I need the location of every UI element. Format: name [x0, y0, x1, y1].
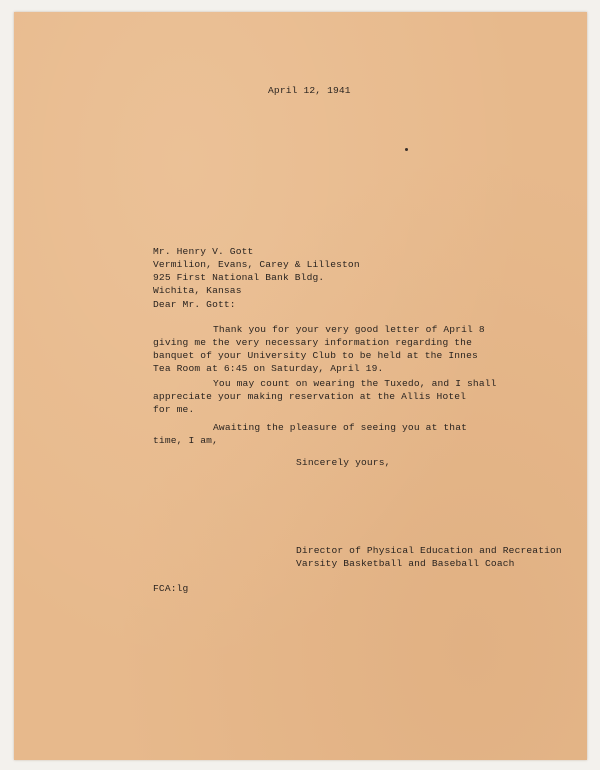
signature-block — [296, 544, 562, 570]
address-line: 925 First National Bank Bldg. — [153, 272, 325, 283]
paragraph-line: time, I am, — [153, 435, 218, 446]
paragraph-line: for me. — [153, 404, 195, 415]
paragraph-line: Thank you for your very good letter of April 8 — [213, 324, 485, 335]
salutation: Dear Mr. Gott: — [153, 299, 236, 310]
ink-speck — [405, 148, 408, 151]
paragraph-line: Tea Room at 6:45 on Saturday, April 19. — [153, 363, 384, 374]
paragraph-line: banquet of your University Club to be held at the Innes — [153, 350, 478, 361]
paragraph-line: giving me the very necessary information regarding the — [153, 337, 472, 348]
body-paragraph-1 — [153, 323, 485, 375]
paragraph-line: appreciate your making reservation at the Allis Hotel — [153, 391, 467, 402]
complimentary-close: Sincerely yours, — [296, 457, 391, 468]
reference-initials: FCA:lg — [153, 583, 189, 594]
paragraph-line: Awaiting the pleasure of seeing you at that — [213, 422, 468, 433]
signature-title-line: Director of Physical Education and Recreation — [296, 545, 562, 556]
paragraph-line: You may count on wearing the Tuxedo, and I shall — [213, 378, 497, 389]
address-line: Mr. Henry V. Gott — [153, 246, 254, 257]
signature-title-line: Varsity Basketball and Baseball Coach — [296, 558, 515, 569]
recipient-address — [153, 245, 360, 297]
body-paragraph-3 — [153, 421, 467, 447]
address-line: Wichita, Kansas — [153, 285, 242, 296]
address-line: Vermilion, Evans, Carey & Lilleston — [153, 259, 360, 270]
body-paragraph-2 — [153, 377, 497, 416]
letter-date: April 12, 1941 — [268, 85, 351, 96]
